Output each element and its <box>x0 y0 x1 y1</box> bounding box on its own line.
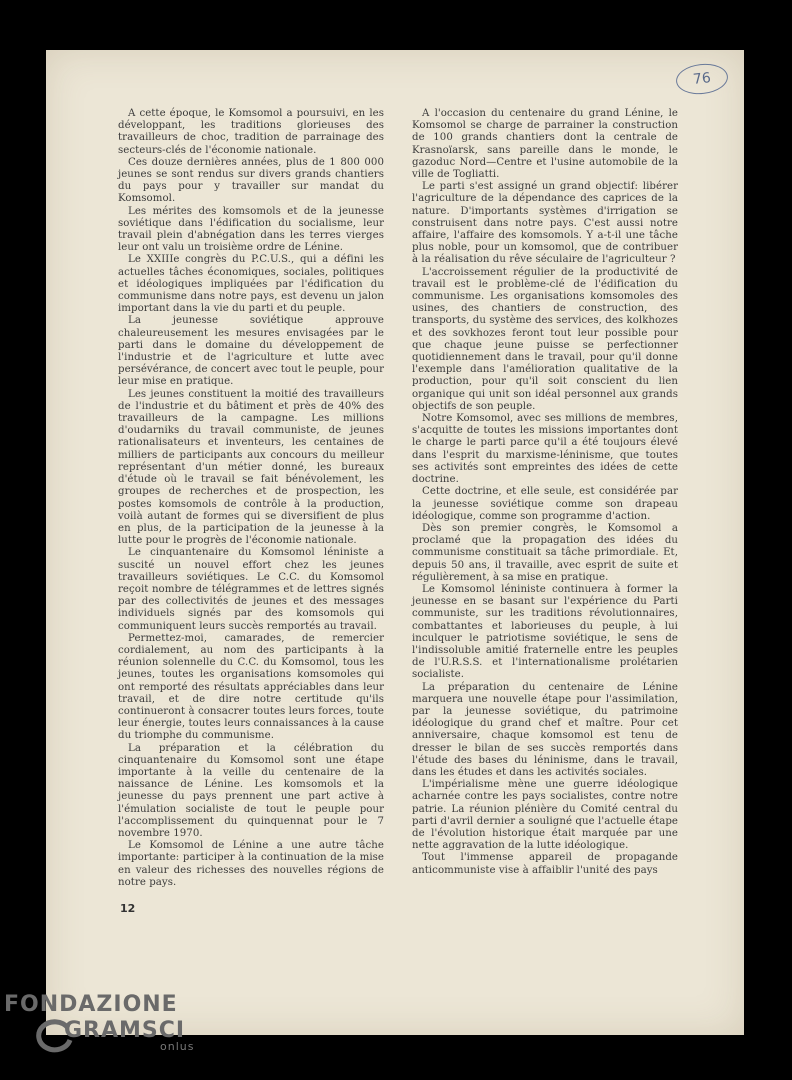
paragraph: L'impérialisme mène une guerre idéologique acharnée contre les pays socialistes, contre notre patrie. La réunion plénière du Comité central du parti d'avril dernier a souligné que l'actuelle étape de l'évolution historique était marquée par une nette aggravation de la lutte idéologique. <box>412 779 678 852</box>
paragraph: Ces douze dernières années, plus de 1 800 000 jeunes se sont rendus sur divers grands chantiers du pays pour y travailler sur mandat du Komsomol. <box>118 156 384 205</box>
paragraph: Le Komsomol de Lénine a une autre tâche importante: participer à la continuation de la mise en valeur des richesses des nouvelles régions de notre pays. <box>118 840 384 888</box>
paragraph: Tout l'immense appareil de propagande anticommuniste vise à affaiblir l'unité des pays <box>412 852 678 876</box>
paragraph: Le cinquantenaire du Komsomol léniniste a suscité un nouvel effort chez les jeunes travailleurs soviétiques. Le C.C. du Komsomol reçoit nombre de télégrammes et de lettres signés par des collectivités de jeunes et des messages individuels signés par des komsomols qui communiquent leurs succès remportés au travail. <box>118 547 384 632</box>
paragraph: Les mérites des komsomols et de la jeunesse soviétique dans l'édification du socialisme, leur travail plein d'abnégation dans les terres vierges leur ont valu un troisième ordre de Lénine. <box>118 205 384 254</box>
document-page <box>46 50 744 1035</box>
paragraph: L'accroissement régulier de la productivité de travail est le problème-clé de l'édification du communisme. Les organisations komsomoles des usines, des chantiers de construction, des transports, du système des services, des kolkhozes et des sovkhozes feront tout leur possible pour que chaque jeune puisse se perfectionner quotidiennement dans le travail, pour qu'il donne l'exemple dans l'amélioration qualitative de la production, pour qu'il soit conscient du lien organique qui unit son idéal personnel aux grands objectifs de son peuple. <box>412 266 678 412</box>
paragraph: La préparation et la célébration du cinquantenaire du Komsomol sont une étape importante à la veille du centenaire de la naissance de Lénine. Les komsomols et la jeunesse du pays prennent une part active à l'émulation socialiste de tout le peuple pour l'accomplissement du quinquennat pour le 7 novembre 1970. <box>118 742 384 839</box>
handwritten-page-annotation: 76 <box>675 61 730 96</box>
watermark-onlus: onlus <box>160 1040 195 1053</box>
paragraph: Dès son premier congrès, le Komsomol a proclamé que la propagation des idées du communisme constituait sa tâche primordiale. Et, depuis 50 ans, il travaille, avec esprit de suite et régulièrement, à sa mise en pratique. <box>412 522 678 583</box>
watermark-logo <box>4 992 195 1053</box>
paragraph: Les jeunes constituent la moitié des travailleurs de l'industrie et du bâtiment et près de 40% des travailleurs de la campagne. Les millions d'oudarniks du travail communiste, de jeunes rationalisateurs et inventeurs, les centaines de milliers de participants aux concours du meilleur représentant d'un métier donné, les bureaux d'étude où le travail se fait bénévolement, les groupes de recherches et de prospection, les postes komsomols de contrôle à la production, voilà autant de formes qui se diversifient de plus en plus, de la participation de la jeunesse à la lutte pour le progrès de l'économie nationale. <box>118 388 384 547</box>
paragraph: Cette doctrine, et elle seule, est considérée par la jeunesse soviétique comme son drapeau idéologique, comme son programme d'action. <box>412 486 678 522</box>
paragraph: A l'occasion du centenaire du grand Lénine, le Komsomol se charge de parrainer la construction de 100 grands chantiers dont la centrale de Krasnoïarsk, sans pareille dans le monde, le gazoduc Nord—Centre et l'usine automobile de la ville de Togliatti. <box>412 108 678 181</box>
paragraph: Le XXIIIe congrès du P.C.U.S., qui a défini les actuelles tâches économiques, sociales, politiques et idéologiques impliquées par l'édification du communisme dans notre pays, est devenu un jalon important dans la vie du parti et du peuple. <box>118 254 384 315</box>
paragraph: La préparation du centenaire de Lénine marquera une nouvelle étape pour l'assimilation, par la jeunesse soviétique, du patrimoine idéologique du grand chef et maître. Pour cet anniversaire, chaque komsomol est tenu de dresser le bilan de ses succès remportés dans l'étude des bases du léninisme, dans le travail, dans les études et dans les activités sociales. <box>412 681 678 778</box>
text-column-right <box>412 108 678 877</box>
page-number: 12 <box>120 902 136 915</box>
paragraph: Notre Komsomol, avec ses millions de membres, s'acquitte de toutes les missions importantes dont le charge le parti parce qu'il a été toujours élevé dans l'esprit du marxisme-léninisme, que toutes ses activités sont empreintes des idées de cette doctrine. <box>412 413 678 486</box>
watermark-line1: FONDAZIONE <box>4 992 178 1017</box>
paragraph: Le parti s'est assigné un grand objectif: libérer l'agriculture de la dépendance des caprices de la nature. D'importants systèmes d'irrigation se construisent dans notre pays. C'est aussi notre affaire, l'affaire des komsomols. Y a-t-il une tâche plus noble, pour un komsomol, que de contribuer à la réalisation du rêve séculaire de l'agriculteur ? <box>412 181 678 266</box>
paragraph: Permettez-moi, camarades, de remercier cordialement, au nom des participants à la réunion solennelle du C.C. du Komsomol, tous les jeunes, toutes les organisations komsomoles qui ont remporté des résultats appréciables dans leur travail, et de dire notre certitude qu'ils continueront à consacrer toutes leurs forces, toute leur énergie, toutes leurs connaissances à la cause du triomphe du communisme. <box>118 632 384 742</box>
paragraph: A cette époque, le Komsomol a poursuivi, en les développant, les traditions glorieuses des travailleurs de choc, tradition de parrainage des secteurs-clés de l'économie nationale. <box>118 108 384 156</box>
paragraph: La jeunesse soviétique approuve chaleureusement les mesures envisagées par le parti dans le domaine du développement de l'industrie et de l'agriculture et lutte avec persévérance, de concert avec tout le peuple, pour leur mise en pratique. <box>118 315 384 388</box>
text-column-left <box>118 108 384 889</box>
watermark-line2: GRAMSCI <box>64 1018 186 1043</box>
paragraph: Le Komsomol léniniste continuera à former la jeunesse en se basant sur l'expérience du Parti communiste, sur les traditions révolutionnaires, combattantes et laborieuses du peuple, à lui inculquer le patriotisme soviétique, le sens de l'indissoluble amitié fraternelle entre les peuples de l'U.R.S.S. et l'internationalisme prolétarien socialiste. <box>412 583 678 681</box>
